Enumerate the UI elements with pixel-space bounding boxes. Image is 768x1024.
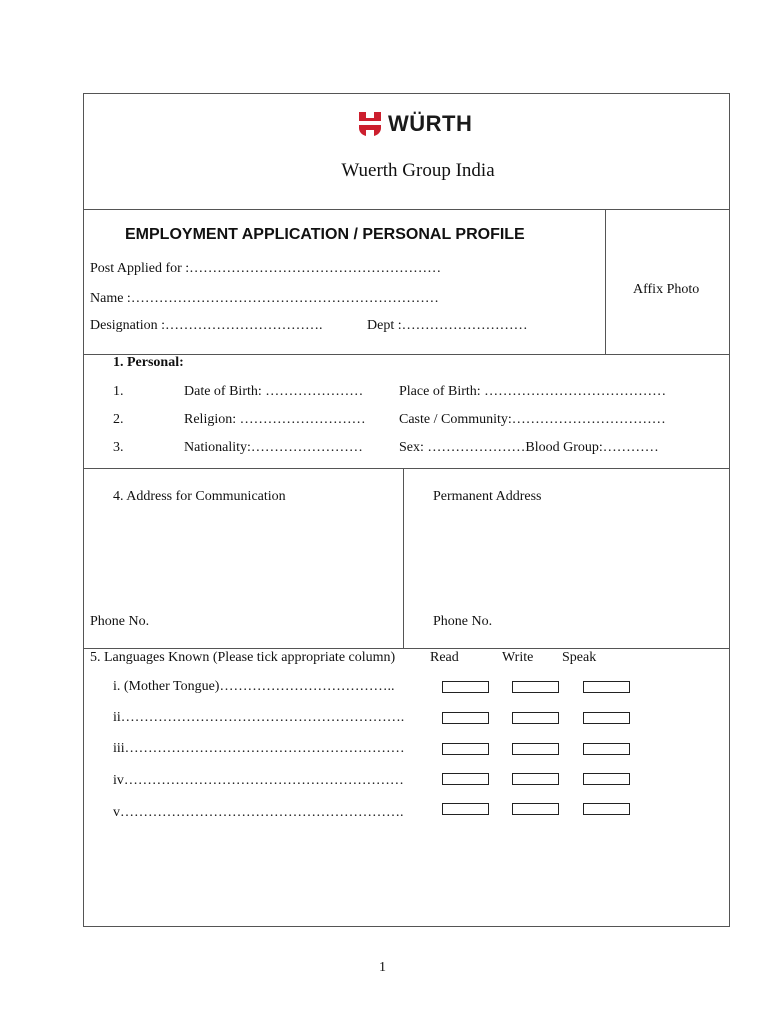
write-checkbox[interactable] bbox=[512, 803, 559, 815]
language-row-label[interactable]: i. (Mother Tongue)……………………………….. bbox=[113, 679, 395, 694]
permanent-address-label: Permanent Address bbox=[433, 489, 542, 504]
affix-photo-label: Affix Photo bbox=[633, 282, 700, 297]
place-of-birth-field[interactable]: Place of Birth: ………………………………… bbox=[399, 384, 667, 399]
speak-checkbox[interactable] bbox=[583, 743, 630, 755]
phone-left-field[interactable]: Phone No. bbox=[90, 614, 150, 629]
address-communication-label: 4. Address for Communication bbox=[113, 489, 286, 504]
read-checkbox[interactable] bbox=[442, 743, 489, 755]
designation-field[interactable]: Designation :……………………………. bbox=[90, 318, 323, 333]
divider-address-bottom bbox=[83, 648, 730, 649]
write-checkbox[interactable] bbox=[512, 712, 559, 724]
divider-address bbox=[403, 468, 404, 648]
religion-field[interactable]: Religion: ……………………… bbox=[184, 412, 366, 427]
read-checkbox[interactable] bbox=[442, 803, 489, 815]
post-applied-field[interactable]: Post Applied for :……………………………………………… bbox=[90, 261, 442, 276]
language-row-label[interactable]: v……………………………………………………. bbox=[113, 805, 404, 820]
speak-checkbox[interactable] bbox=[583, 712, 630, 724]
phone-right-field[interactable]: Phone No. bbox=[433, 614, 493, 629]
personal-row-num: 3. bbox=[113, 440, 124, 455]
dept-field[interactable]: Dept :……………………… bbox=[367, 318, 528, 333]
write-checkbox[interactable] bbox=[512, 681, 559, 693]
read-checkbox[interactable] bbox=[442, 681, 489, 693]
divider-personal bbox=[83, 468, 730, 469]
personal-row-num: 1. bbox=[113, 384, 124, 399]
personal-heading: 1. Personal: bbox=[113, 355, 184, 370]
language-row-label[interactable]: ii……………………………………………………. bbox=[113, 710, 405, 725]
form-title: EMPLOYMENT APPLICATION / PERSONAL PROFILE bbox=[125, 226, 525, 243]
divider-header bbox=[83, 209, 730, 210]
company-name: Wuerth Group India bbox=[341, 160, 495, 181]
personal-row-num: 2. bbox=[113, 412, 124, 427]
write-checkbox[interactable] bbox=[512, 743, 559, 755]
dob-field[interactable]: Date of Birth: ………………… bbox=[184, 384, 364, 399]
language-row-label[interactable]: iv…………………………………………………… bbox=[113, 773, 404, 788]
languages-heading: 5. Languages Known (Please tick appropriate column) bbox=[90, 650, 396, 665]
language-row-label[interactable]: iii…………………………………………………… bbox=[113, 741, 405, 756]
wurth-logo bbox=[358, 110, 472, 138]
nationality-field[interactable]: Nationality:…………………… bbox=[184, 440, 363, 455]
speak-checkbox[interactable] bbox=[583, 773, 630, 785]
read-checkbox[interactable] bbox=[442, 712, 489, 724]
speak-checkbox[interactable] bbox=[583, 803, 630, 815]
page-number: 1 bbox=[379, 960, 386, 975]
name-field[interactable]: Name :………………………………………………………… bbox=[90, 291, 439, 306]
write-checkbox[interactable] bbox=[512, 773, 559, 785]
column-speak: Speak bbox=[562, 650, 597, 665]
wurth-logo-icon bbox=[358, 110, 382, 138]
speak-checkbox[interactable] bbox=[583, 681, 630, 693]
logo-wordmark: WÜRTH bbox=[388, 111, 473, 136]
divider-photo bbox=[605, 209, 606, 354]
column-write: Write bbox=[502, 650, 534, 665]
sex-blood-group-field[interactable]: Sex: …………………Blood Group:………… bbox=[399, 440, 659, 455]
column-read: Read bbox=[430, 650, 459, 665]
form-frame bbox=[83, 93, 730, 927]
caste-field[interactable]: Caste / Community:…………………………… bbox=[399, 412, 666, 427]
read-checkbox[interactable] bbox=[442, 773, 489, 785]
